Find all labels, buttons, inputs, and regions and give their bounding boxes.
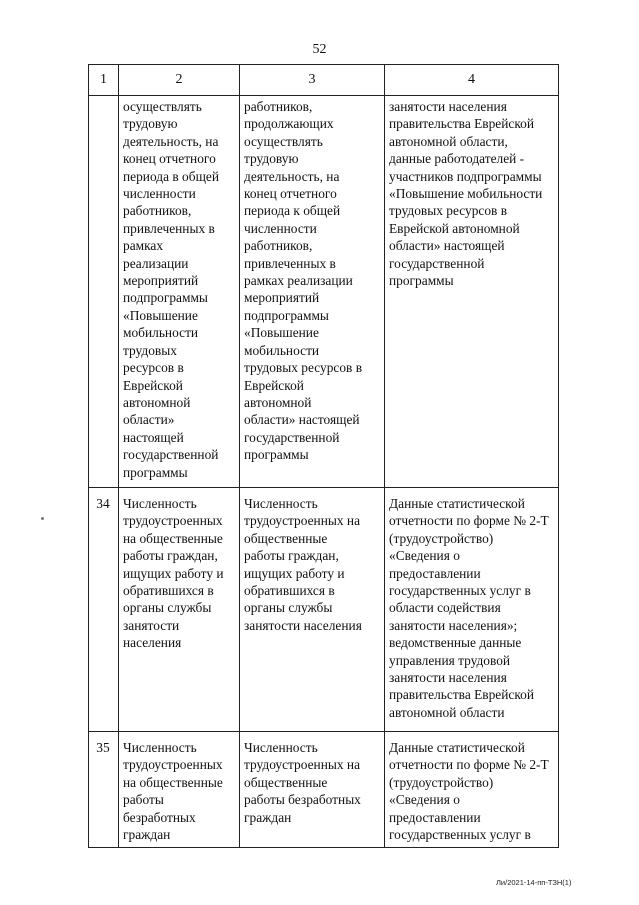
table-header-row: [89, 65, 559, 96]
header-cell: 2: [119, 65, 240, 96]
indicator-name-cell: осуществлять трудовую деятельность, на конец отчетного периода в общей численности работников, привлеченных в рамках реализации мероприятий подпрограммы «Повышение мобильности трудовых ресурсов в Еврейской автономной области» настоящей государственной программы: [119, 96, 240, 488]
document-code: Ли/2021-14-пп-ТЗН(1): [496, 878, 572, 887]
calculation-cell: работников, продолжающих осуществлять трудовую деятельность, на конец отчетного периода к общей численности работников, привлеченных в рамках реализации мероприятий подпрограммы «Повышение мобильности трудовых ресурсов в Еврейской автономной области» настоящей государственной программы: [240, 96, 385, 488]
table-row: [89, 96, 559, 488]
source-cell: Данные статистической отчетности по форме № 2-Т (трудоустройство) «Сведения о предоставлении государственных услуг в области содействия занятости населения»; ведомственные данные управления трудовой занятости населения правительства Еврейской автономной области: [385, 488, 559, 732]
source-cell: Данные статистической отчетности по форме № 2-Т (трудоустройство) «Сведения о предоставлении государственных услуг в: [385, 732, 559, 848]
table-row: [89, 488, 559, 732]
scan-artifact: [41, 517, 44, 520]
row-number-cell: [89, 96, 119, 488]
indicator-table: [88, 64, 559, 848]
page-number: 52: [312, 42, 327, 57]
header-cell: 3: [240, 65, 385, 96]
table-row: [89, 732, 559, 848]
indicator-name-cell: Численность трудоустроенных на общественные работы граждан, ищущих работу и обратившихся в органы службы занятости населения: [119, 488, 240, 732]
row-number-cell: 35: [89, 732, 119, 848]
row-number-cell: 34: [89, 488, 119, 732]
calculation-cell: Численность трудоустроенных на общественные работы безработных граждан: [240, 732, 385, 848]
header-cell: 4: [385, 65, 559, 96]
calculation-cell: Численность трудоустроенных на общественные работы граждан, ищущих работу и обратившихся в органы службы занятости населения: [240, 488, 385, 732]
indicator-name-cell: Численность трудоустроенных на общественные работы безработных граждан: [119, 732, 240, 848]
header-cell: 1: [89, 65, 119, 96]
source-cell: занятости населения правительства Еврейской автономной области, данные работодателей - участников подпрограммы «Повышение мобильности трудовых ресурсов в Еврейской автономной области» настоящей государственной программы: [385, 96, 559, 488]
